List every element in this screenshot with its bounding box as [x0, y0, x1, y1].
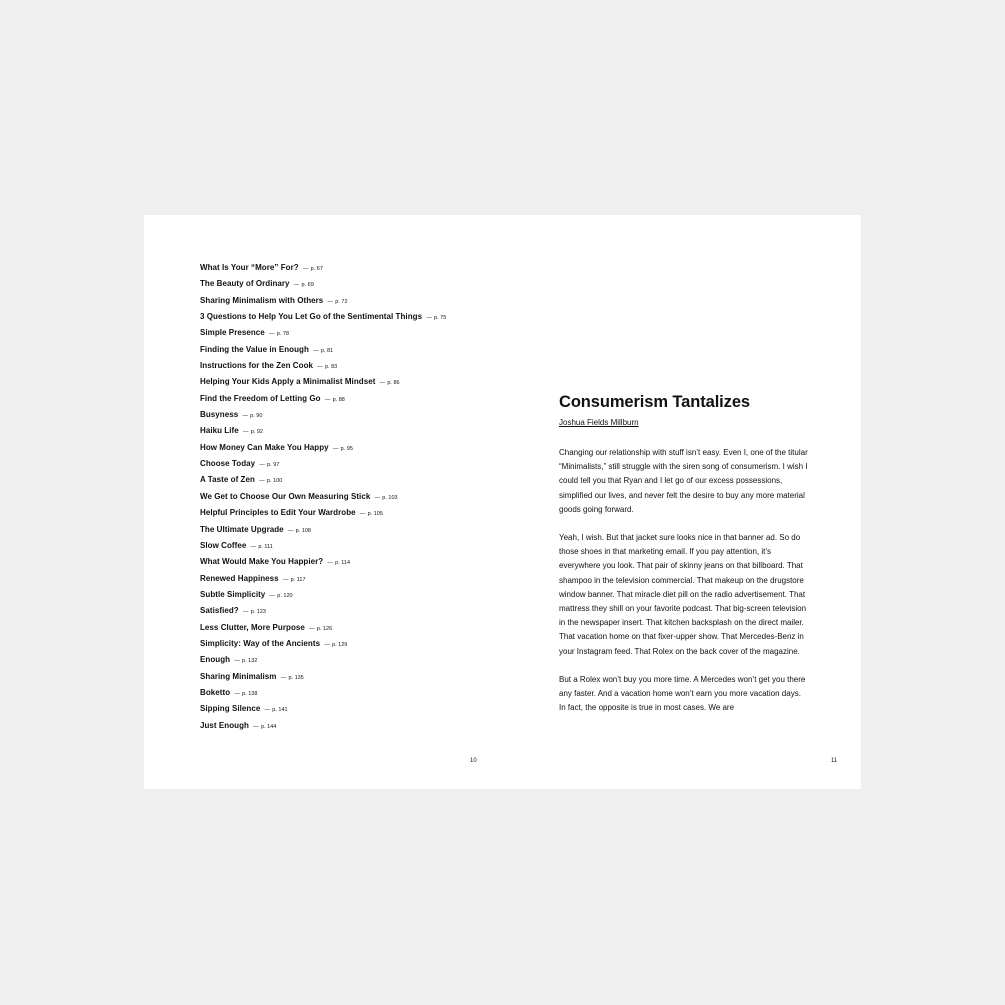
toc-entry-page: p. 117: [290, 576, 306, 583]
toc-entry-page: p. 123: [250, 609, 266, 616]
toc-entry: [200, 523, 446, 539]
toc-entry-page: p. 75: [434, 315, 447, 322]
toc-entry-page: p. 135: [288, 674, 304, 681]
table-of-contents: [200, 261, 446, 735]
toc-entry: [200, 572, 446, 588]
toc-separator: —: [379, 380, 386, 387]
toc-entry-title: Renewed Happiness: [200, 573, 279, 583]
toc-entry: [200, 637, 446, 653]
toc-separator: —: [426, 315, 432, 322]
article-paragraph: Yeah, I wish. But that jacket sure looks nice in that banner ad. So do those shoes in that marketing email. If you pay attention, it’s everywhere you look. That pair of skinny jeans on that billboard. That shampoo in the television commercial. That makeup on the drugstore window banner. That miracle diet pill on the radio advertisement. That mattress they shill on your favorite podcast. That big-screen television in the newspaper insert. That kitchen backsplash on the direct mailer. That vacation home on that fixer-upper show. That Mercedes-Benz in your Instagram feed. That Rolex on the back cover of the magazine.: [559, 533, 807, 656]
toc-entry: [200, 343, 446, 359]
toc-separator: —: [293, 282, 300, 289]
toc-entry-title: Finding the Value in Enough: [200, 344, 309, 354]
article-body: [559, 446, 809, 715]
article: [559, 392, 809, 729]
article-author: Joshua Fields Millburn: [559, 418, 639, 427]
toc-entry-title: Sharing Minimalism: [200, 671, 277, 681]
toc-entry: [200, 457, 446, 473]
toc-entry-page: p. 114: [335, 560, 351, 567]
toc-entry-title: Simple Presence: [200, 328, 265, 338]
toc-separator: —: [282, 576, 289, 583]
toc-separator: —: [259, 462, 265, 469]
toc-separator: —: [280, 674, 287, 681]
toc-separator: —: [234, 690, 240, 697]
toc-entry: [200, 261, 446, 277]
toc-separator: —: [332, 445, 339, 452]
toc-entry-page: p. 100: [266, 478, 283, 485]
toc-entry-page: p. 95: [340, 445, 353, 452]
toc-separator: —: [242, 609, 249, 616]
toc-entry-title: What Would Make You Happier?: [200, 557, 324, 567]
toc-entry: [200, 326, 446, 342]
toc-entry: [200, 686, 446, 702]
toc-entry: [200, 621, 446, 637]
article-paragraph: But a Rolex won’t buy you more time. A Mercedes won’t get you there any faster. And a vacation home won’t earn you more vacation days. In fact, the opposite is true in most cases. We are: [559, 674, 806, 713]
toc-entry-page: p. 97: [267, 462, 280, 469]
toc-entry-page: p. 81: [320, 347, 334, 354]
book-spread: [144, 215, 861, 789]
right-page-number: 11: [831, 758, 838, 764]
toc-entry-title: The Ultimate Upgrade: [200, 524, 284, 534]
toc-entry-page: p. 83: [324, 364, 338, 371]
toc-separator: —: [324, 396, 331, 403]
toc-entry-page: p. 78: [276, 331, 289, 338]
toc-entry-page: p. 67: [310, 266, 323, 272]
toc-entry-page: p. 72: [335, 298, 348, 305]
toc-entry: [200, 490, 446, 506]
toc-entry-title: Just Enough: [200, 720, 249, 730]
toc-entry-title: Choose Today: [200, 459, 256, 469]
toc-separator: —: [309, 625, 315, 632]
toc-entry: [200, 719, 446, 735]
toc-entry-title: Slow Coffee: [200, 540, 247, 550]
left-page-number: 10: [470, 758, 477, 764]
toc-entry-page: p. 86: [387, 380, 400, 387]
article-title: Consumerism Tantalizes: [559, 393, 750, 411]
toc-entry-page: p. 126: [316, 625, 333, 632]
toc-separator: —: [327, 560, 333, 567]
toc-entry-page: p. 90: [250, 413, 263, 420]
toc-separator: —: [259, 478, 265, 485]
toc-entry-page: p. 69: [301, 282, 314, 289]
toc-entry-title: Simplicity: Way of the Ancients: [200, 638, 321, 648]
toc-entry: [200, 408, 446, 424]
toc-entry-title: Less Clutter, More Purpose: [200, 622, 305, 632]
toc-entry-page: p. 105: [367, 511, 383, 518]
toc-entry: [200, 359, 446, 375]
toc-entry-title: Helpful Principles to Edit Your Wardrobe: [200, 508, 356, 518]
toc-entry-page: p. 129: [332, 641, 348, 648]
toc-entry-title: Busyness: [200, 410, 239, 420]
toc-entry-title: Helping Your Kids Apply a Minimalist Mindset: [200, 377, 376, 387]
toc-separator: —: [287, 527, 294, 534]
toc-entry-title: Subtle Simplicity: [200, 589, 266, 599]
toc-entry: [200, 539, 446, 555]
toc-separator: —: [253, 723, 259, 730]
toc-separator: —: [242, 413, 248, 420]
toc-entry-title: Find the Freedom of Letting Go: [200, 393, 321, 403]
toc-entry: [200, 277, 446, 293]
toc-entry: [200, 653, 446, 669]
toc-entry-title: 3 Questions to Help You Let Go of the Sentimental Things: [200, 312, 423, 322]
toc-separator: —: [234, 658, 240, 665]
toc-separator: —: [269, 331, 275, 338]
toc-entry: [200, 555, 446, 571]
toc-separator: —: [374, 494, 381, 501]
toc-entry-title: What Is Your “More” For?: [200, 263, 299, 272]
toc-entry: [200, 702, 446, 718]
toc-separator: —: [317, 364, 323, 371]
toc-entry: [200, 294, 446, 310]
toc-separator: —: [324, 641, 330, 648]
toc-entry-page: p. 144: [260, 723, 277, 730]
toc-entry: [200, 670, 446, 686]
toc-entry-page: p. 138: [242, 690, 258, 697]
toc-separator: —: [327, 298, 334, 305]
toc-separator: —: [313, 347, 319, 354]
article-paragraph: Changing our relationship with stuff isn’t easy. Even I, one of the titular “Minimalists,” still struggle with the siren song of consumerism. I wish I could tell you that Ryan and I let go of our excess possessions, simplified our lives, and never felt the desire to buy any more material goods going forward.: [559, 448, 808, 514]
toc-entry: [200, 588, 446, 604]
toc-entry: [200, 310, 446, 326]
toc-entry-page: p. 103: [382, 494, 398, 501]
toc-entry-page: p. 88: [332, 396, 345, 403]
toc-entry: [200, 441, 446, 457]
toc-entry-title: Instructions for the Zen Cook: [200, 361, 314, 371]
toc-entry-page: p. 141: [272, 707, 288, 714]
toc-entry-title: Satisfied?: [200, 606, 239, 616]
toc-entry: [200, 473, 446, 489]
toc-entry-title: Enough: [200, 655, 231, 665]
toc-entry: [200, 604, 446, 620]
toc-entry-title: Sharing Minimalism with Others: [200, 295, 324, 305]
toc-separator: —: [264, 707, 271, 714]
toc-separator: —: [242, 429, 249, 436]
toc-entry-page: p. 108: [295, 527, 311, 534]
toc-separator: —: [269, 592, 276, 599]
toc-entry-title: A Taste of Zen: [200, 475, 255, 485]
toc-separator: —: [359, 511, 366, 518]
toc-entry-title: Haiku Life: [200, 426, 239, 436]
toc-entry: [200, 506, 446, 522]
toc-entry-title: Boketto: [200, 687, 231, 697]
toc-entry: [200, 392, 446, 408]
toc-entry: [200, 375, 446, 391]
toc-entry-title: The Beauty of Ordinary: [200, 279, 290, 289]
toc-entry-page: p. 92: [250, 429, 263, 436]
toc-separator: —: [302, 266, 309, 272]
toc-entry-page: p. 132: [242, 658, 258, 665]
toc-entry-page: p. 120: [277, 592, 293, 599]
toc-entry-title: Sipping Silence: [200, 704, 261, 714]
toc-separator: —: [250, 543, 257, 550]
toc-entry-title: How Money Can Make You Happy: [200, 442, 329, 452]
toc-entry: [200, 424, 446, 440]
toc-entry-page: p. 111: [258, 543, 273, 550]
toc-entry-title: We Get to Choose Our Own Measuring Stick: [200, 491, 371, 501]
